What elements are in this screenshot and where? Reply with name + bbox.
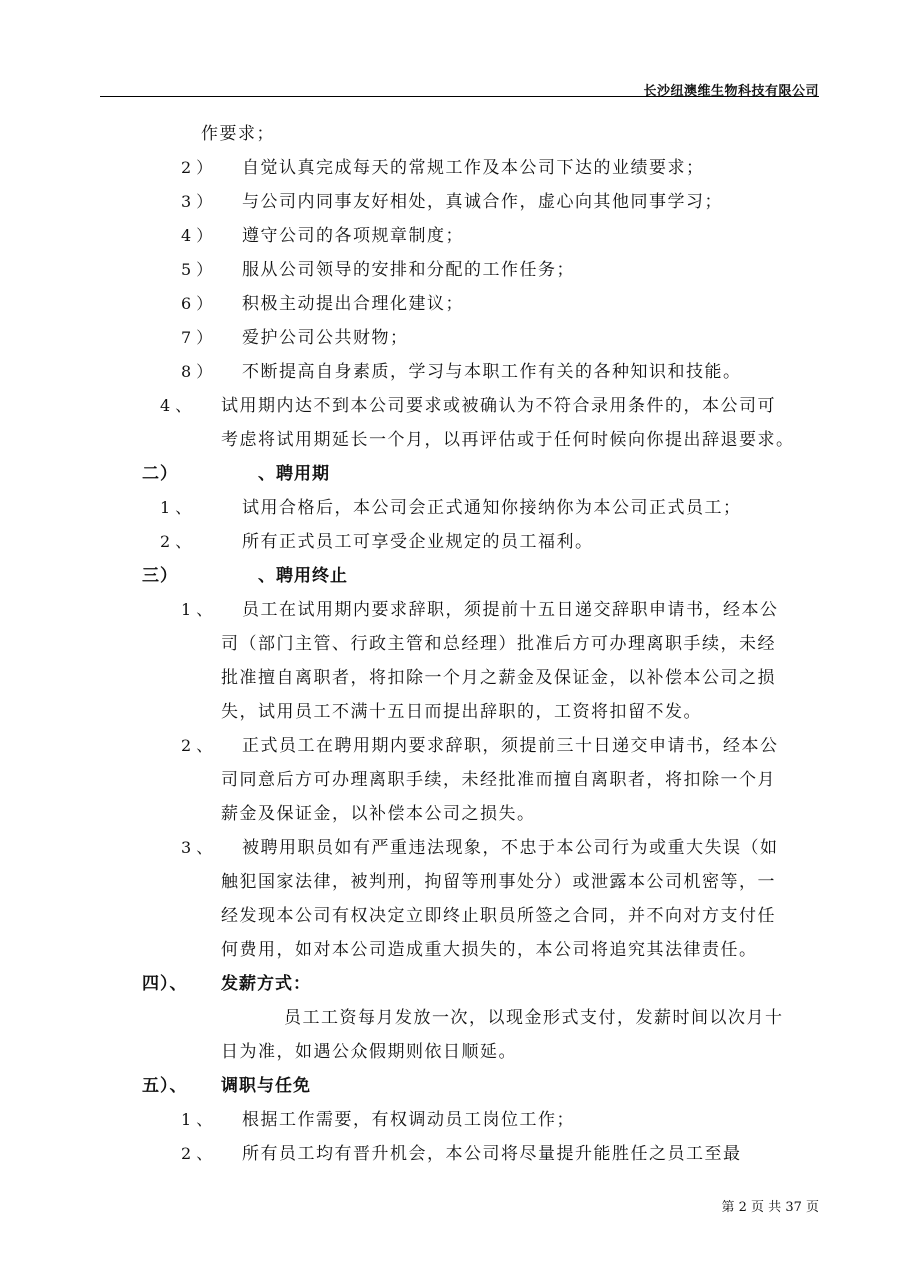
text-line: 司同意后方可办理离职手续，未经批准而擅自离职者，将扣除一个月 <box>221 770 776 790</box>
text-line: 员工在试用期内要求辞职，须提前十五日递交辞职申请书，经本公 <box>242 600 779 620</box>
text-line: 试用期内达不到本公司要求或被确认为不符合录用条件的，本公司可 <box>221 396 776 416</box>
text-line: 根据工作需要，有权调动员工岗位工作； <box>242 1110 575 1130</box>
text-line: 所有正式员工可享受企业规定的员工福利。 <box>242 532 594 552</box>
text-line: 遵守公司的各项规章制度； <box>242 226 464 246</box>
list-number: 4 、 <box>160 396 192 415</box>
list-number: 6 ） <box>181 294 213 313</box>
text-line: 司（部门主管、行政主管和总经理）批准后方可办理离职手续，未经 <box>221 634 776 654</box>
list-number: 2 、 <box>160 532 192 551</box>
text-line: 何费用，如对本公司造成重大损失的，本公司将追究其法律责任。 <box>221 940 758 960</box>
section-number: 四）、 <box>142 974 188 994</box>
list-number: 7 ） <box>181 328 213 347</box>
company-name: 长沙纽澳维生物科技有限公司 <box>643 84 819 99</box>
text-line: 触犯国家法律，被判刑，拘留等刑事处分）或泄露本公司机密等，一 <box>221 872 776 892</box>
section-title: 调职与任免 <box>221 1076 311 1096</box>
section-number: 五）、 <box>142 1076 188 1096</box>
text-line: 积极主动提出合理化建议； <box>242 294 464 314</box>
section-title: 发薪方式： <box>221 974 311 994</box>
text-line: 薪金及保证金，以补偿本公司之损失。 <box>221 804 536 824</box>
list-number: 1 、 <box>160 498 192 517</box>
text-line: 爱护公司公共财物； <box>242 328 409 348</box>
text-line: 被聘用职员如有严重违法现象，不忠于本公司行为或重大失误（如 <box>242 838 779 858</box>
text-line: 作要求； <box>201 124 275 144</box>
list-number: 2 ） <box>181 158 213 177</box>
text-line: 日为准，如遇公众假期则依日顺延。 <box>221 1042 517 1062</box>
list-number: 3 ） <box>181 192 213 211</box>
list-number: 8 ） <box>181 362 213 381</box>
section-title: 、聘用期 <box>258 464 330 484</box>
list-number: 3 、 <box>181 838 213 857</box>
text-line: 不断提高自身素质，学习与本职工作有关的各种知识和技能。 <box>242 362 742 382</box>
text-line: 自觉认真完成每天的常规工作及本公司下达的业绩要求； <box>242 158 705 178</box>
text-line: 考虑将试用期延长一个月，以再评估或于任何时候向你提出辞退要求。 <box>221 430 795 450</box>
text-line: 正式员工在聘用期内要求辞职，须提前三十日递交申请书，经本公 <box>242 736 779 756</box>
section-title: 、聘用终止 <box>258 566 348 586</box>
list-number: 1 、 <box>181 1110 213 1129</box>
text-line: 员工工资每月发放一次，以现金形式支付，发薪时间以次月十 <box>284 1008 784 1028</box>
text-line: 所有员工均有晋升机会，本公司将尽量提升能胜任之员工至最 <box>242 1144 742 1164</box>
list-number: 2 、 <box>181 1144 213 1163</box>
text-line: 失，试用员工不满十五日而提出辞职的，工资将扣留不发。 <box>221 702 702 722</box>
section-number: 二） <box>142 464 178 484</box>
list-number: 5 ） <box>181 260 213 279</box>
list-number: 1 、 <box>181 600 213 619</box>
list-number: 4 ） <box>181 226 213 245</box>
header-rule <box>100 96 819 97</box>
page-number: 第 2 页 共 37 页 <box>721 1200 819 1215</box>
text-line: 批准擅自离职者，将扣除一个月之薪金及保证金，以补偿本公司之损 <box>221 668 776 688</box>
text-line: 经发现本公司有权决定立即终止职员所签之合同，并不向对方支付任 <box>221 906 776 926</box>
section-number: 三） <box>142 566 178 586</box>
text-line: 服从公司领导的安排和分配的工作任务； <box>242 260 575 280</box>
text-line: 试用合格后，本公司会正式通知你接纳你为本公司正式员工； <box>242 498 742 518</box>
text-line: 与公司内同事友好相处，真诚合作，虚心向其他同事学习； <box>242 192 723 212</box>
list-number: 2 、 <box>181 736 213 755</box>
